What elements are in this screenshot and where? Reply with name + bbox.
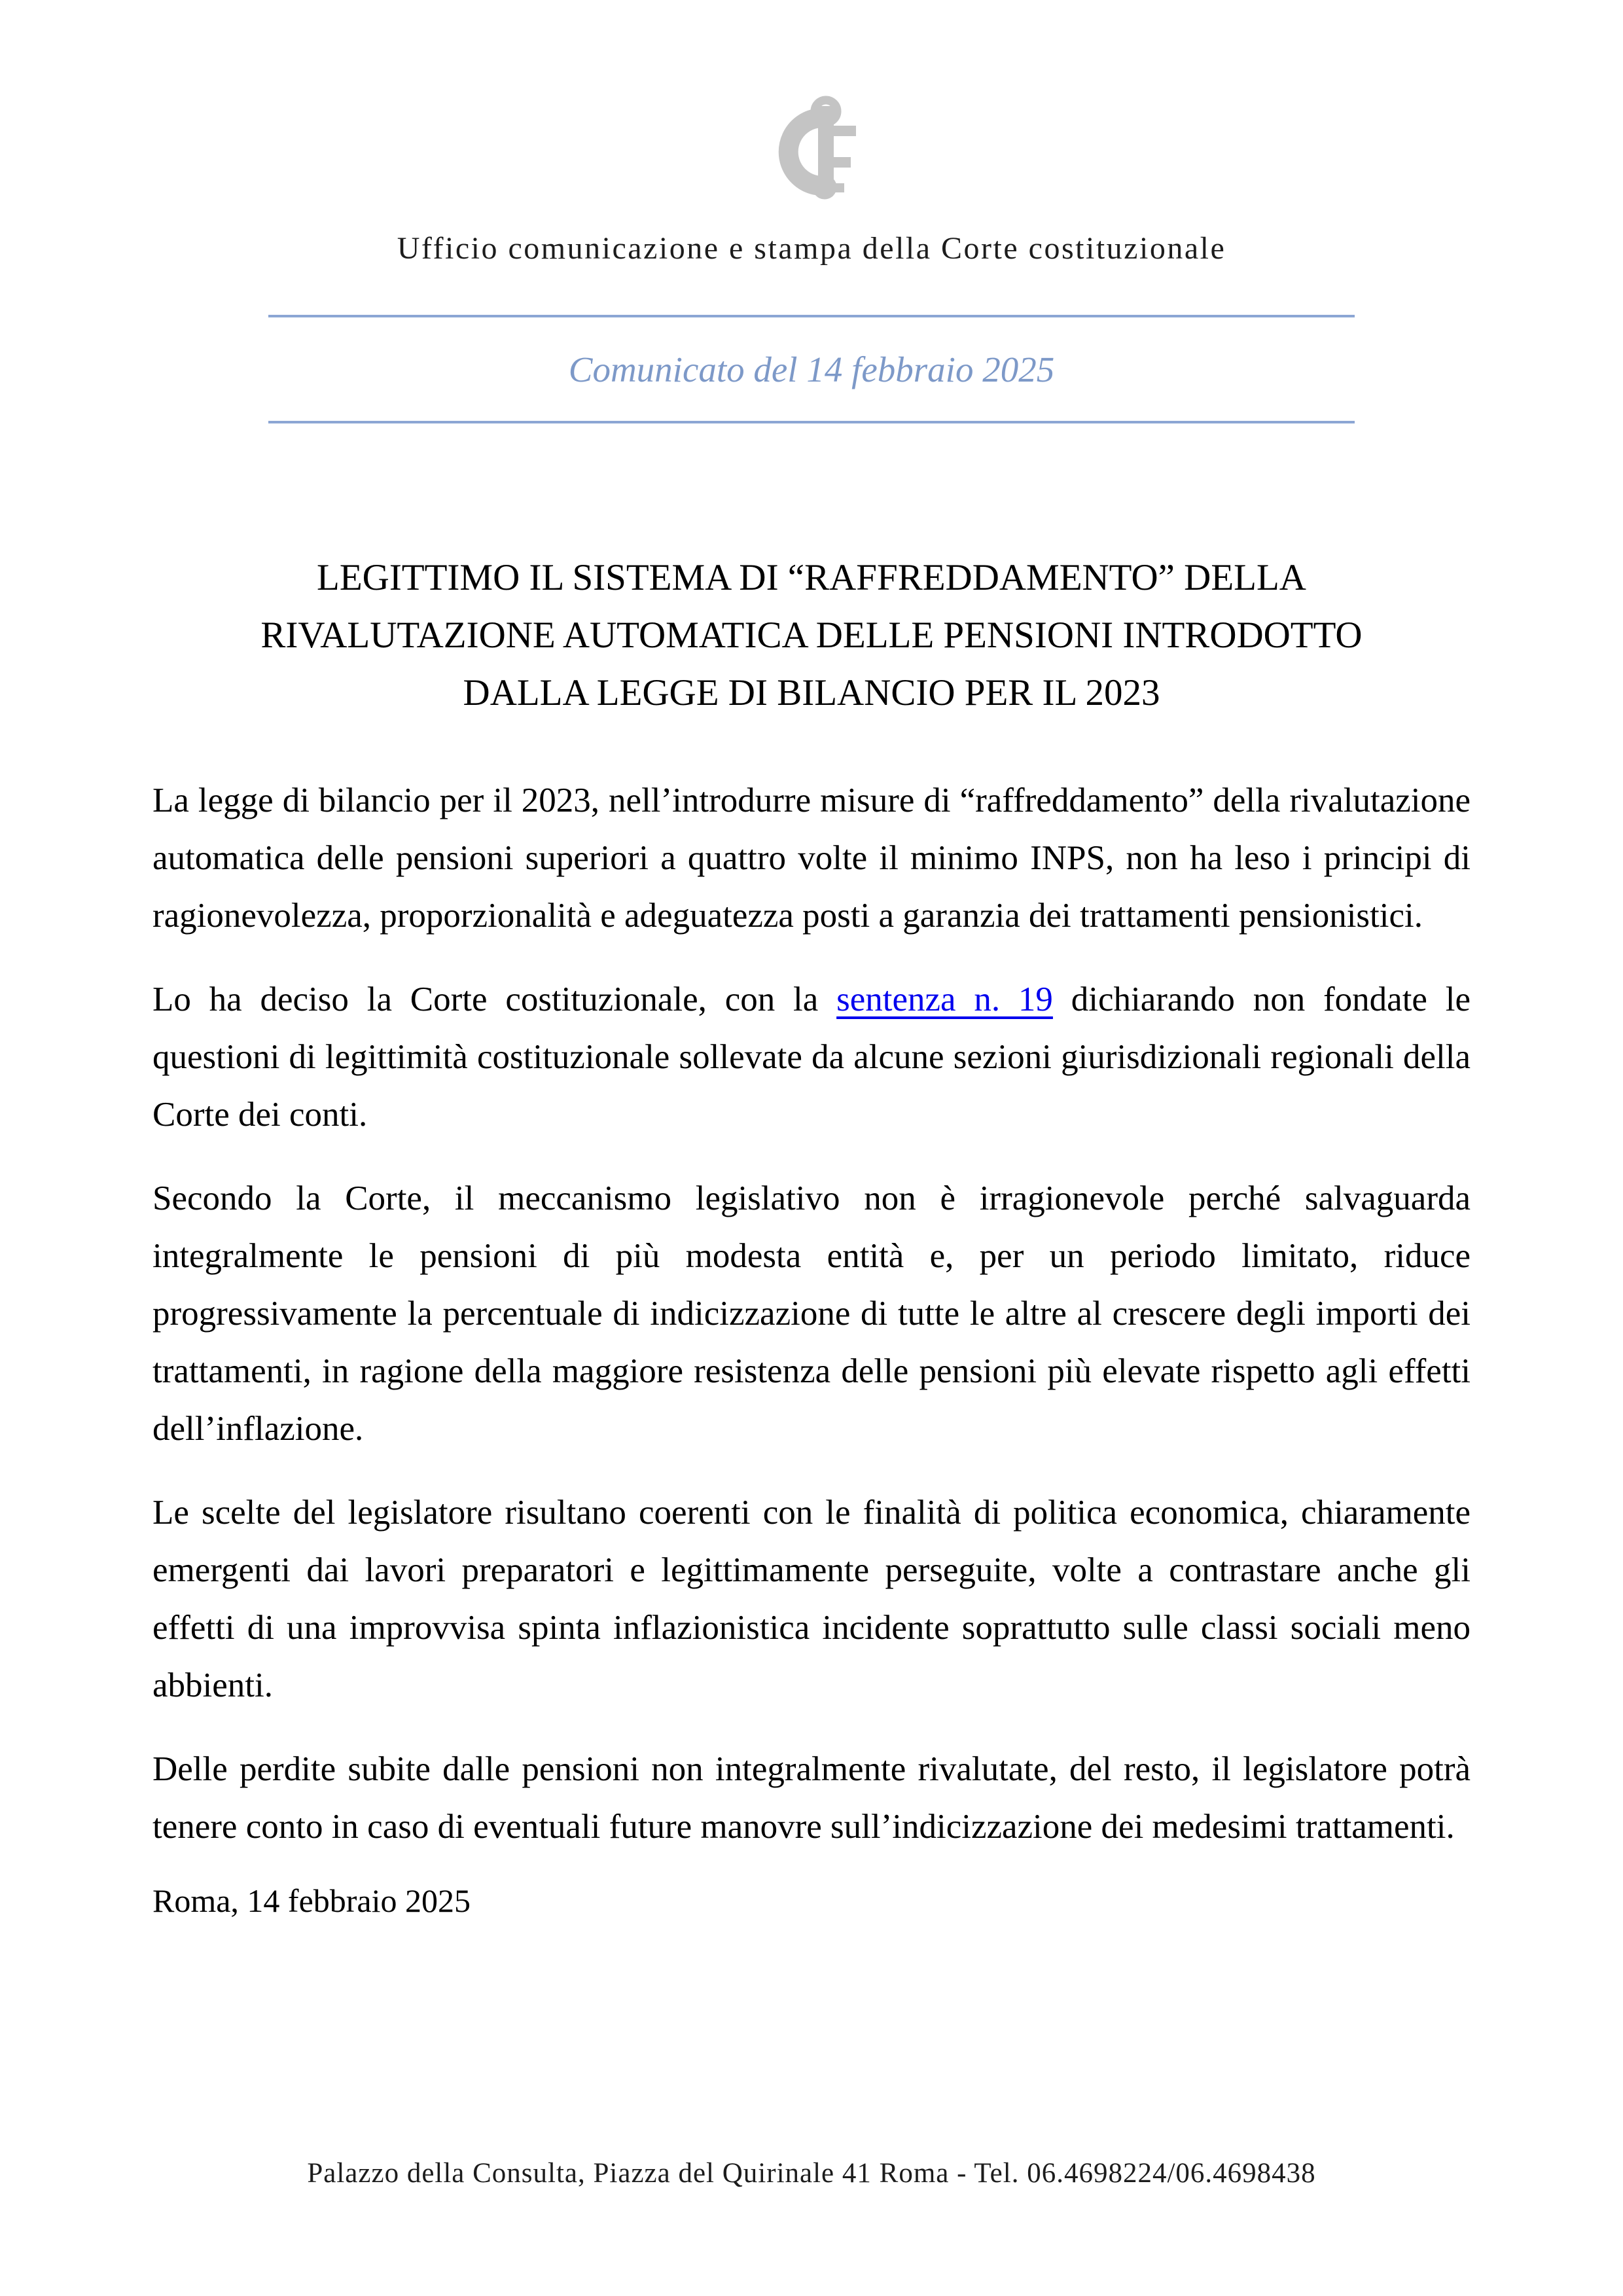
paragraph-2-after: dichiarando non fondate le questioni di legittimità costituzionale sollevate da alcune sezioni giurisdizionali regionali della Corte dei conti. [152, 980, 1471, 1134]
dateline: Roma, 14 febbraio 2025 [152, 1882, 471, 1919]
paragraph-5: Delle perdite subite dalle pensioni non integralmente rivalutate, del resto, il legislatore potrà tenere conto in caso di eventuali future manovre sull’indicizzazione dei medesimi trattamenti. [152, 1750, 1471, 1846]
sentenza-link[interactable]: sentenza n. 19 [836, 980, 1053, 1018]
divider-bottom [268, 421, 1355, 423]
communique-date-line: Comunicato del 14 febbraio 2025 [568, 349, 1055, 389]
paragraph-3: Secondo la Corte, il meccanismo legislativo non è irragionevole perché salvaguarda integralmente le pensioni di più modesta entità e, per un periodo limitato, riduce progressivamente la percentuale di indicizzazione di tutte le altre al crescere degli importi dei trattamenti, in ragione della maggiore resistenza delle pensioni più elevate rispetto agli effetti dell’inflazione. [152, 1179, 1471, 1448]
footer-contact-line: Palazzo della Consulta, Piazza del Quirinale 41 Roma - Tel. 06.4698224/06.4698438 [307, 2158, 1316, 2189]
paragraph-4: Le scelte del legislatore risultano coerenti con le finalità di politica economica, chiaramente emergenti dai lavori preparatori e legittimamente perseguite, volte a contrastare anche gli effetti di una improvvisa spinta inflazionistica incidente soprattutto sulle classi sociali meno abbienti. [152, 1494, 1471, 1704]
title-line-1: LEGITTIMO IL SISTEMA DI “RAFFREDDAMENTO” DELLA [317, 557, 1306, 598]
paragraph-2-before: Lo ha deciso la Corte costituzionale, con la [152, 980, 837, 1018]
paragraph-2 [152, 971, 1471, 1143]
office-header-line: Ufficio comunicazione e stampa della Corte costituzionale [397, 231, 1226, 266]
body-content [152, 772, 1471, 1920]
corte-monogram-icon [753, 92, 870, 203]
press-release-title [152, 549, 1471, 722]
title-line-3: DALLA LEGGE DI BILANCIO PER IL 2023 [463, 672, 1160, 713]
paragraph-1: La legge di bilancio per il 2023, nell’introdurre misure di “raffreddamento” della rivalutazione automatica delle pensioni superiori a quattro volte il minimo INPS, non ha leso i principi di ragionevolezza, proporzionalità e adeguatezza posti a garanzia dei trattamenti pensionistici. [152, 781, 1471, 935]
logo [753, 92, 870, 203]
title-line-2: RIVALUTAZIONE AUTOMATICA DELLE PENSIONI INTRODOTTO [260, 615, 1363, 656]
